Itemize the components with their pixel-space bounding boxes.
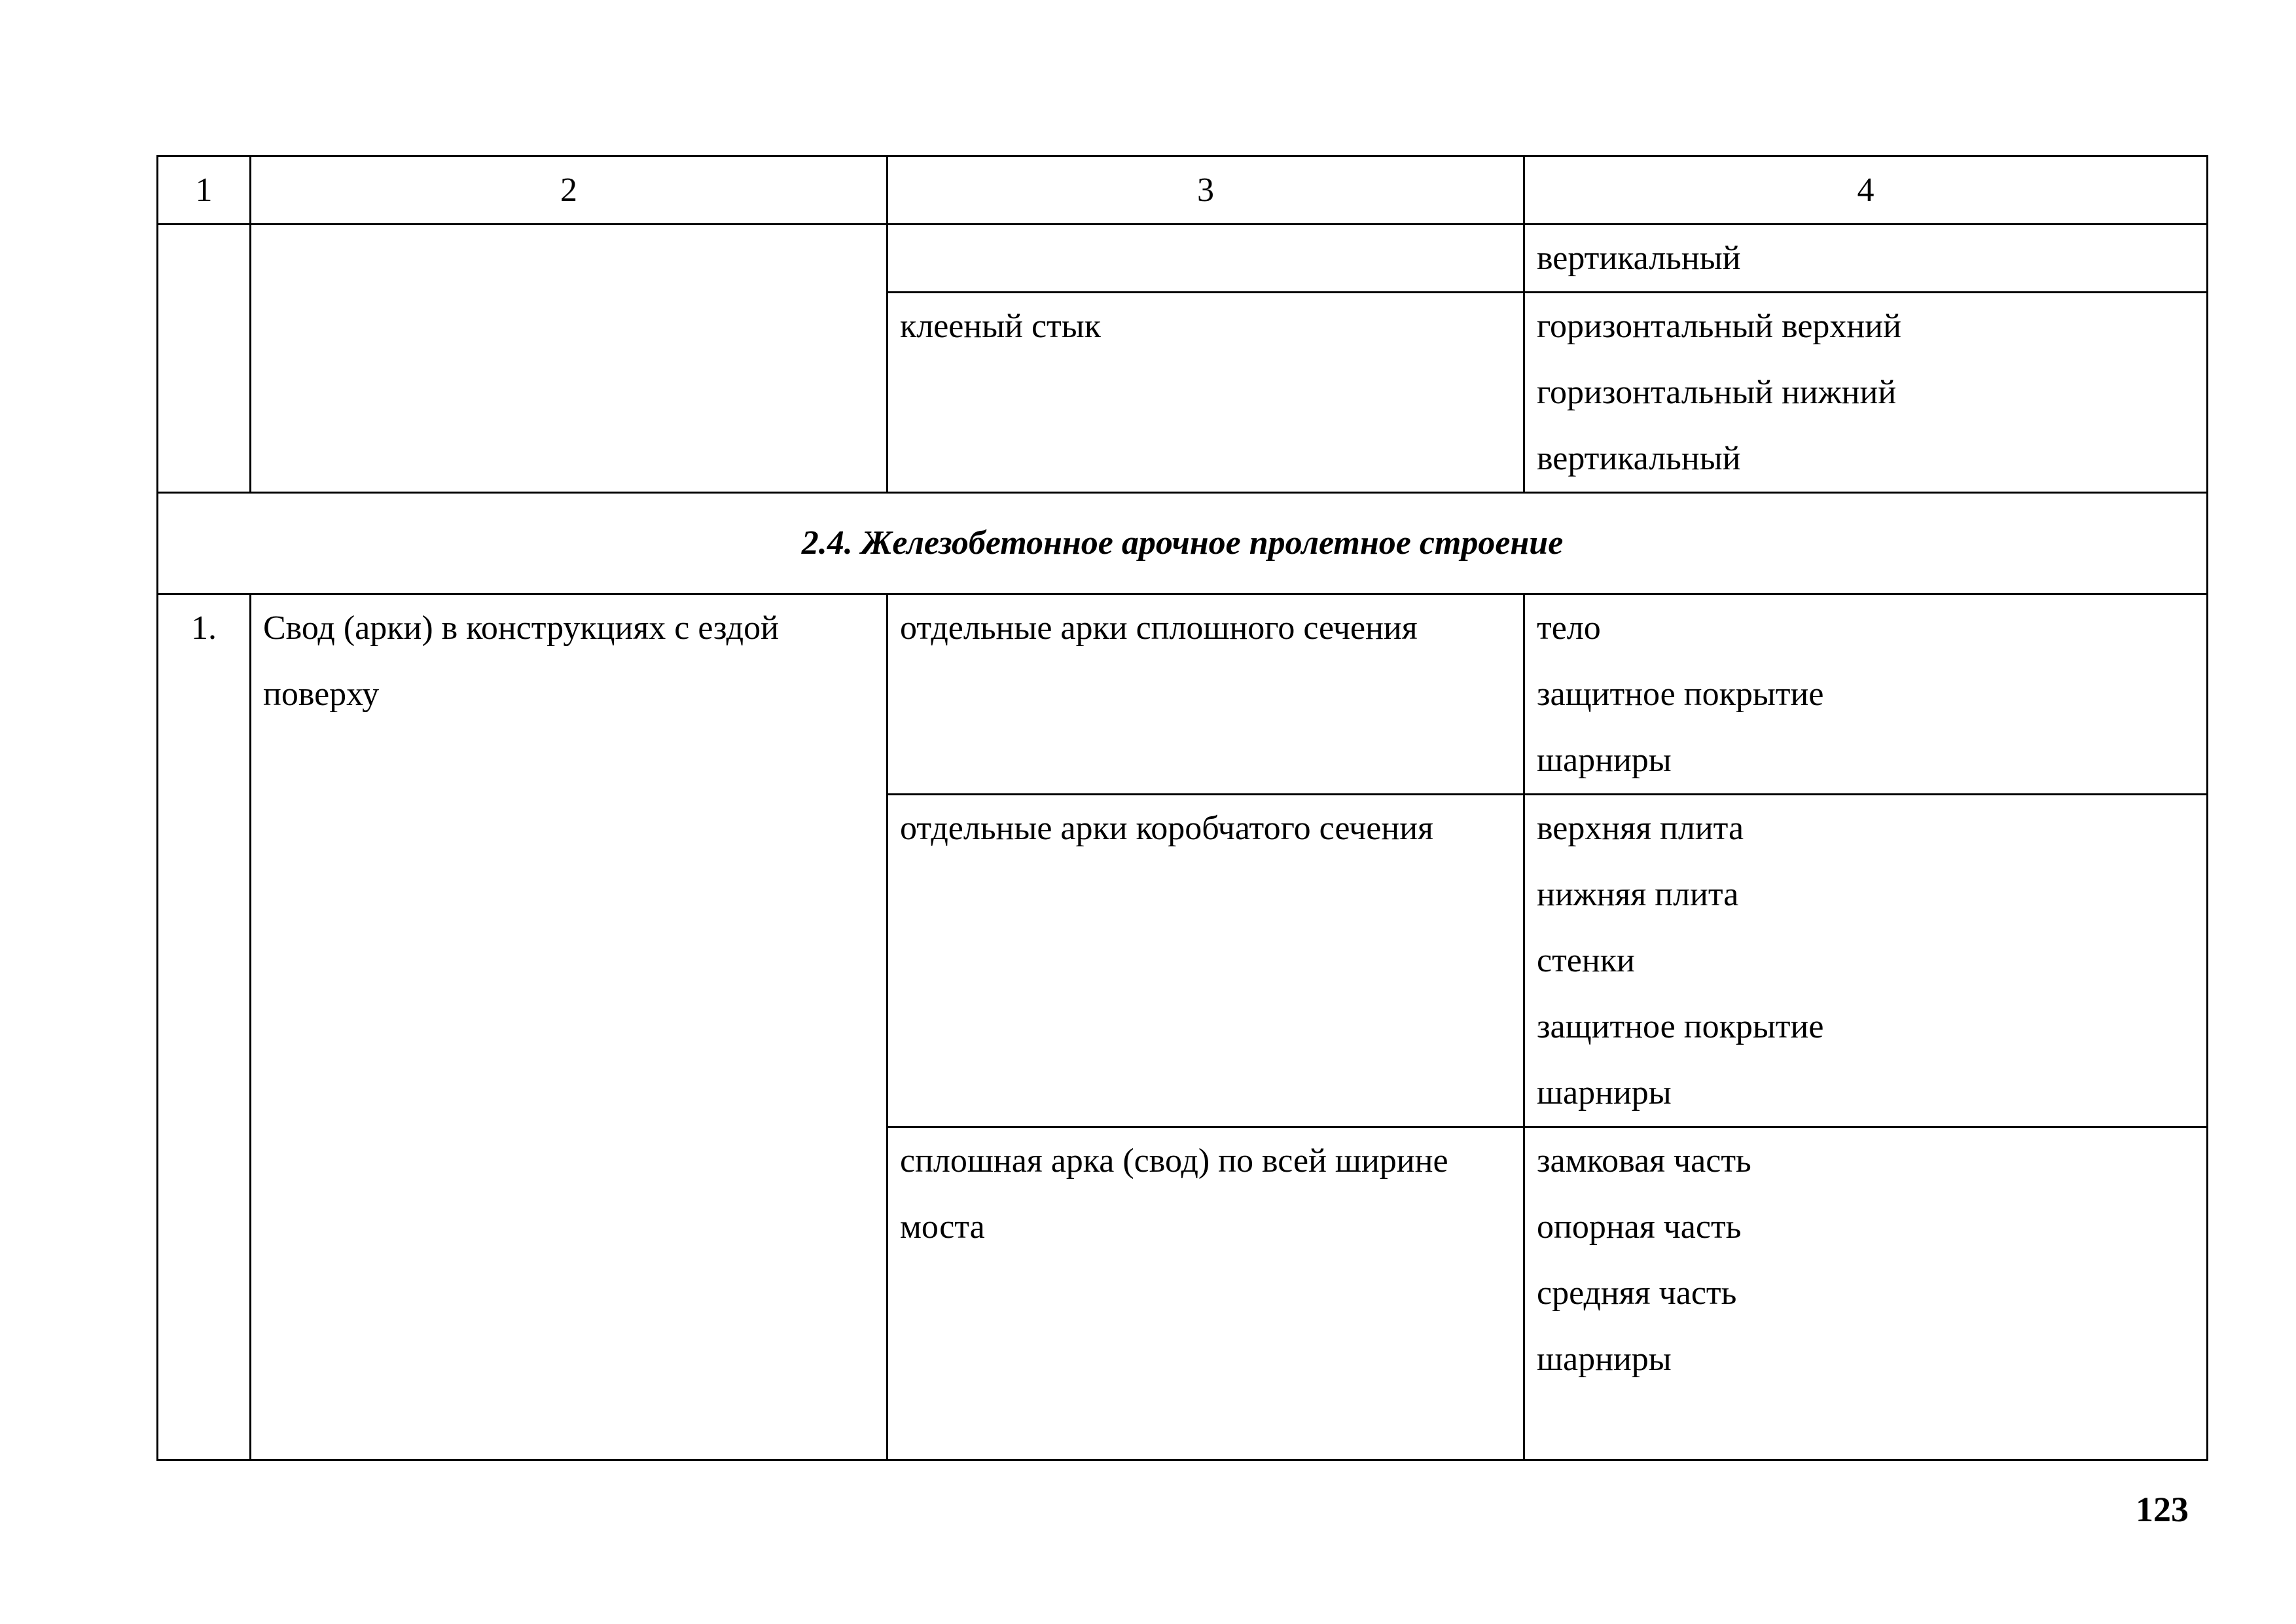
column-number-4: 4 [1524,156,2208,225]
table-cell [158,225,251,493]
element-line: вертикальный [1537,440,1741,477]
table-cell [888,594,1524,795]
table-cell [888,225,1524,293]
type-line: клееный стык [900,308,1101,345]
element-line: шарниры [1537,1074,1672,1111]
table-cell [1524,293,2208,493]
table-row [158,225,2208,293]
element-line: защитное покрытие [1537,1008,1824,1045]
element-line: нижняя плита [1537,876,1739,913]
element-line: средняя часть [1537,1274,1737,1312]
table-cell [1524,225,2208,293]
table-cell [888,795,1524,1127]
column-number-3: 3 [888,156,1524,225]
column-number-1: 1 [158,156,251,225]
table-row [158,594,2208,795]
column-number-2: 2 [251,156,888,225]
column-number-row [158,156,2208,225]
table-cell [888,1127,1524,1460]
element-line: защитное покрытие [1537,676,1824,713]
page-number: 123 [2136,1490,2189,1529]
table-cell [251,225,888,493]
element-line: горизонтальный верхний [1537,308,1901,345]
item-name-line: Свод (арки) в конструкциях с ездой [263,609,779,647]
element-line: шарниры [1537,1341,1672,1378]
section-title: 2.4. Железобетонное арочное пролетное строение [158,493,2208,594]
item-name-line: поверху [263,676,380,713]
table-cell [1524,594,2208,795]
table-cell [1524,1127,2208,1460]
section-row [158,493,2208,594]
type-line: отдельные арки коробчатого сечения [900,810,1433,847]
element-line: шарниры [1537,742,1672,779]
element-line: верхняя плита [1537,810,1744,847]
element-line: опорная часть [1537,1208,1742,1246]
type-line: отдельные арки сплошного сечения [900,609,1418,647]
item-name-cell [251,594,888,1460]
element-line: замковая часть [1537,1142,1751,1180]
element-line: стенки [1537,942,1635,979]
element-line: вертикальный [1537,240,1741,277]
element-line: горизонтальный нижний [1537,374,1897,411]
table-cell [888,293,1524,493]
element-line: тело [1537,609,1601,647]
item-number: 1. [158,594,251,1460]
document-table [156,155,2208,1461]
table-cell [1524,795,2208,1127]
type-line: сплошная арка (свод) по всей ширине [900,1142,1448,1180]
type-line: моста [900,1208,985,1246]
